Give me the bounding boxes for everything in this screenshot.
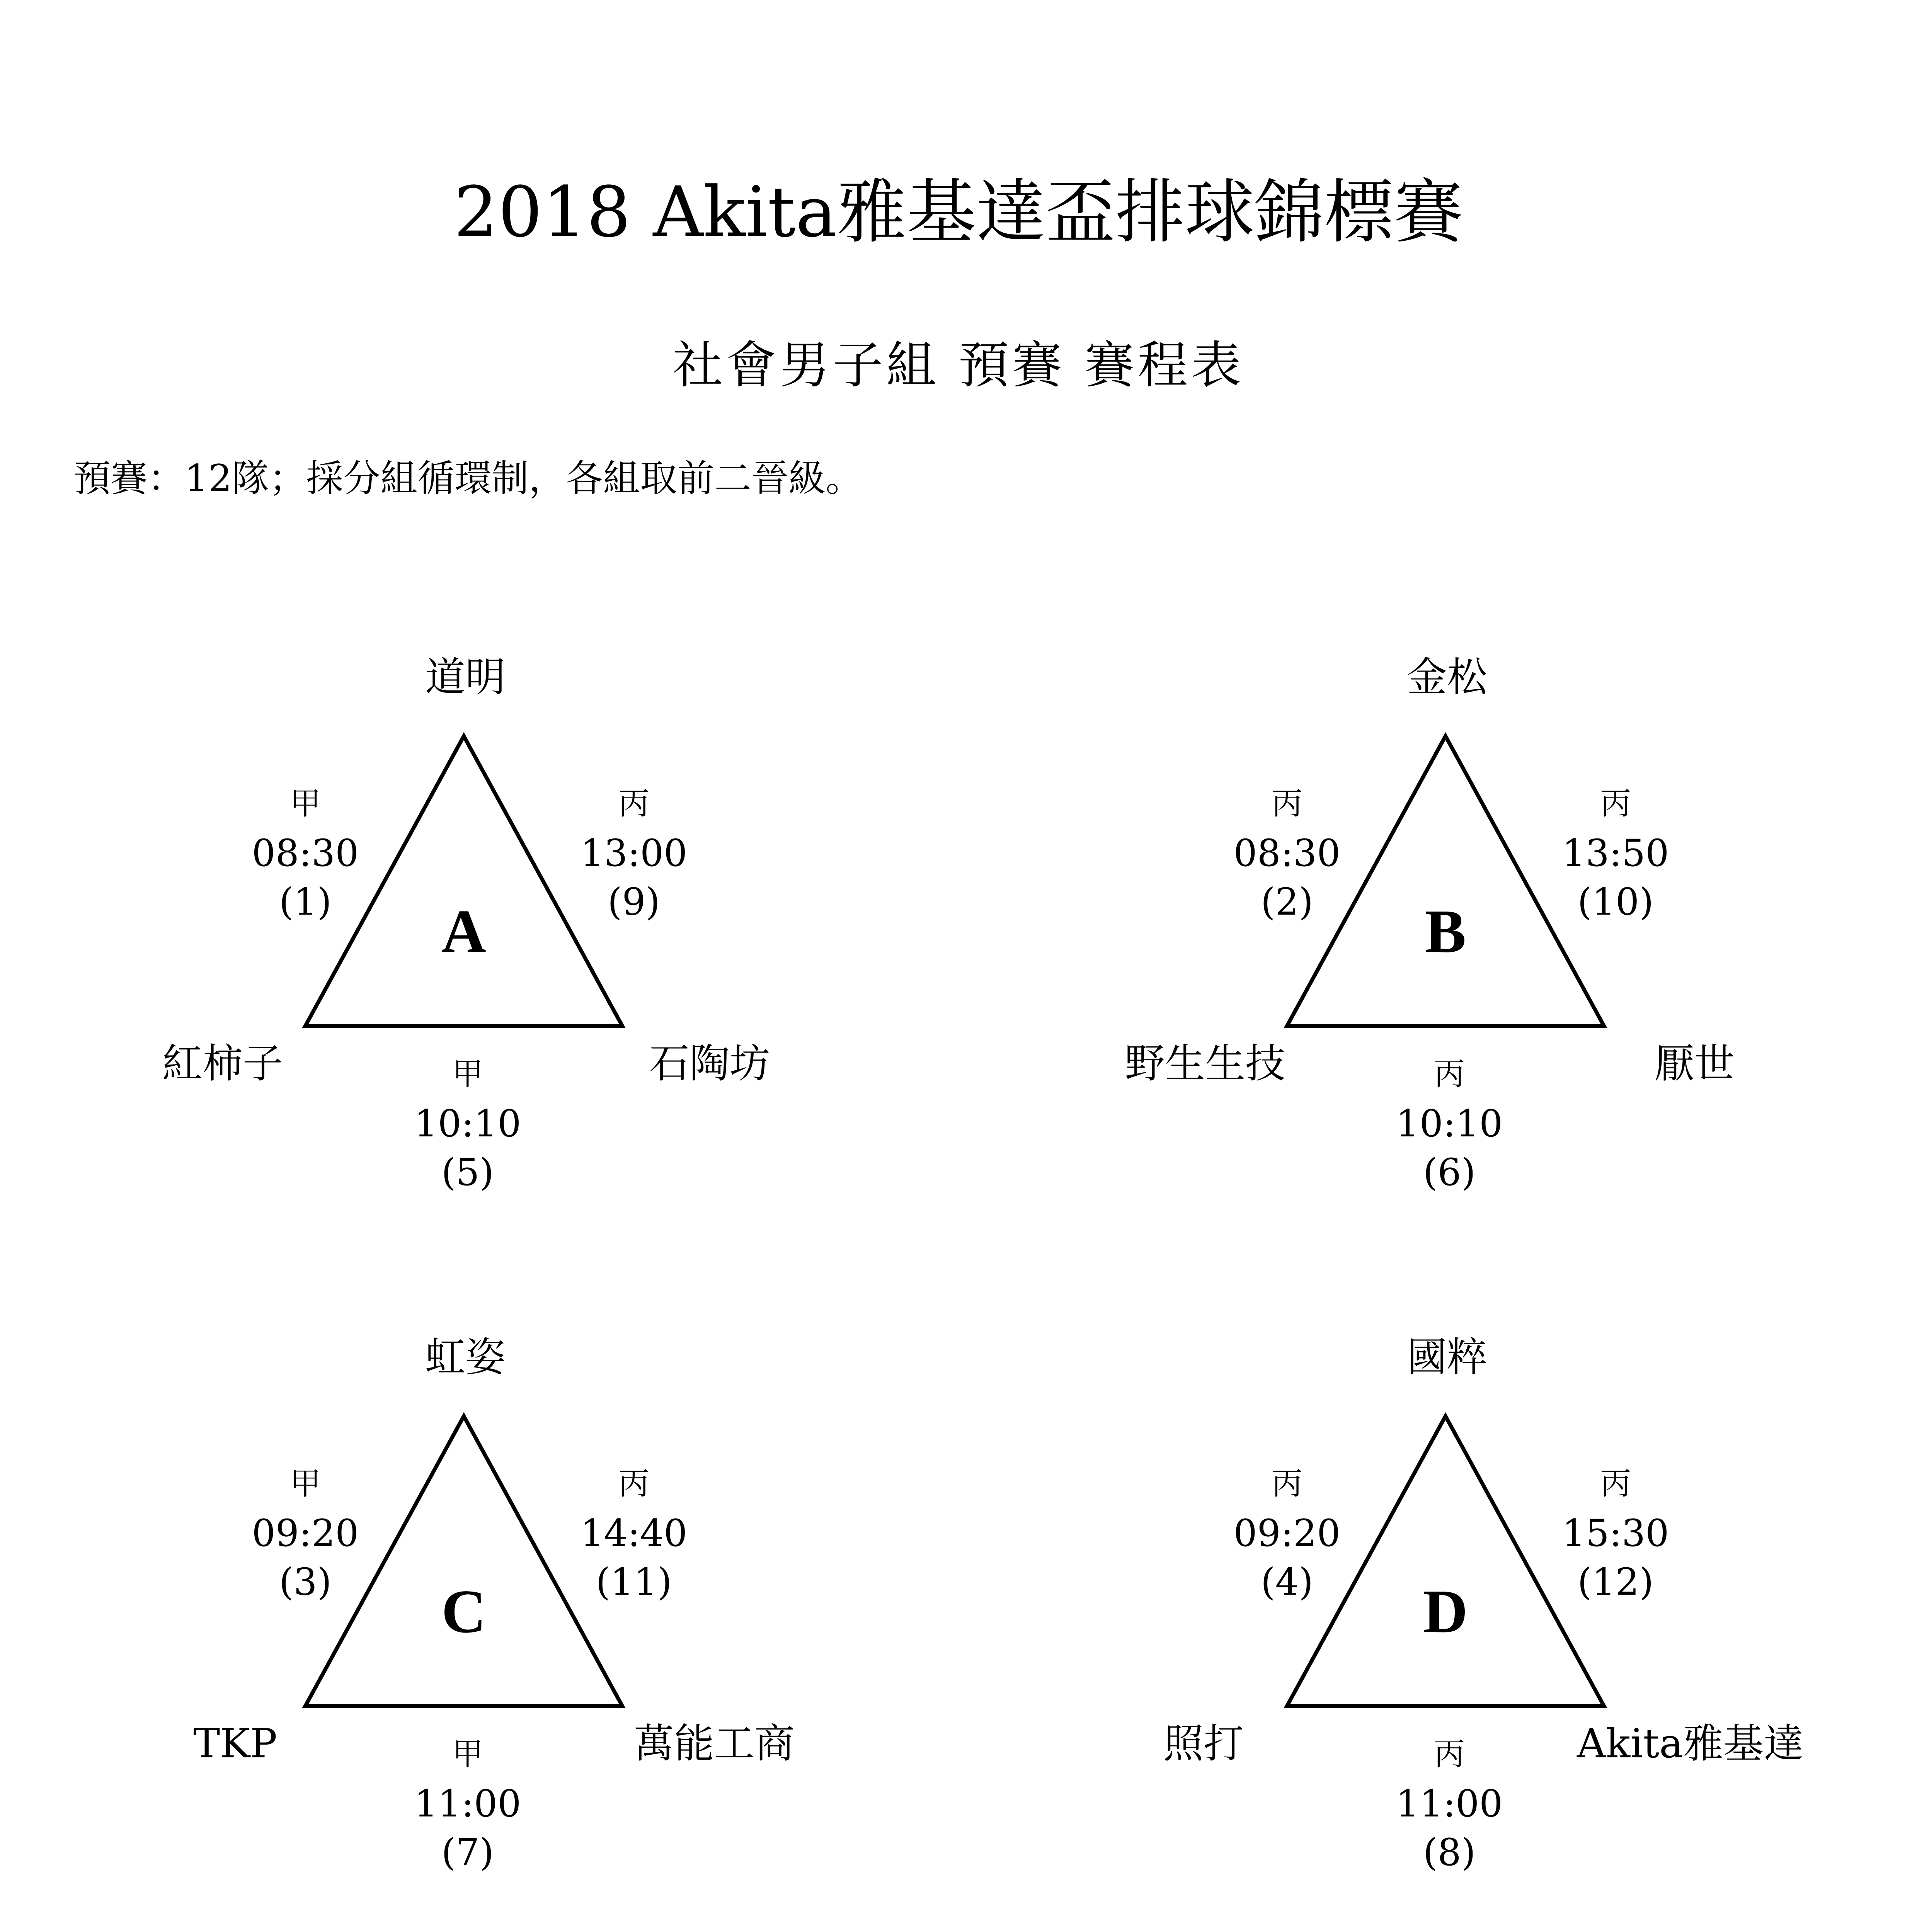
match-court: 丙 [1272, 1466, 1302, 1502]
match-court: 丙 [618, 1466, 649, 1502]
page-title: 2018 Akita雅基達盃排球錦標賽 [454, 172, 1463, 253]
match-court: 丙 [618, 786, 649, 821]
match-left [1233, 786, 1341, 923]
match-right [580, 1466, 688, 1604]
match-bottom [1396, 1736, 1503, 1874]
match-court: 甲 [290, 1466, 321, 1502]
match-time: 09:20 [252, 1512, 359, 1555]
match-number: (12) [1577, 1560, 1654, 1604]
match-court: 丙 [1434, 1736, 1465, 1772]
page-subtitle: 社會男子組 預賽 賽程表 [672, 336, 1245, 395]
group-d [1090, 1333, 1917, 1917]
team-left: TKP [193, 1720, 278, 1767]
match-time: 13:50 [1562, 832, 1669, 875]
group-d-triangle [1090, 1333, 1917, 1917]
match-court: 丙 [1600, 786, 1631, 821]
team-right: Akita雅基達 [1577, 1720, 1804, 1767]
group-a [108, 653, 1036, 1236]
match-number: (2) [1261, 880, 1313, 923]
match-number: (5) [441, 1151, 494, 1194]
team-right: 石陶坊 [649, 1040, 770, 1087]
match-number: (9) [608, 880, 660, 923]
group-letter: C [441, 1577, 486, 1646]
match-time: 15:30 [1562, 1512, 1669, 1555]
match-number: (7) [441, 1831, 494, 1874]
match-court: 甲 [452, 1056, 483, 1092]
team-left: 照打 [1163, 1720, 1244, 1767]
team-right: 萬能工商 [634, 1720, 795, 1767]
group-letter: B [1425, 897, 1466, 966]
group-letter: A [441, 897, 486, 966]
team-left: 野生生技 [1125, 1040, 1286, 1087]
match-bottom [1396, 1056, 1503, 1194]
match-court: 丙 [1600, 1466, 1631, 1502]
match-number: (8) [1423, 1831, 1476, 1874]
team-top: 國粹 [1407, 1333, 1488, 1381]
group-c [108, 1333, 1036, 1917]
match-time: 10:10 [1396, 1102, 1503, 1145]
team-top: 道明 [425, 653, 506, 701]
group-c-triangle [108, 1333, 1036, 1917]
match-court: 甲 [452, 1736, 483, 1772]
match-bottom [414, 1736, 521, 1874]
match-right [580, 786, 688, 923]
match-bottom [414, 1056, 521, 1194]
match-time: 13:00 [580, 832, 688, 875]
match-number: (3) [279, 1560, 332, 1604]
match-time: 10:10 [414, 1102, 521, 1145]
match-number: (4) [1261, 1560, 1313, 1604]
group-a-triangle [108, 653, 1036, 1236]
match-time: 14:40 [580, 1512, 688, 1555]
match-court: 丙 [1434, 1056, 1465, 1092]
group-letter: D [1423, 1577, 1468, 1646]
format-rules: 預賽：12隊；採分組循環制，各組取前二晉級。 [73, 457, 863, 500]
match-left [252, 786, 359, 923]
team-top: 金松 [1407, 653, 1488, 701]
match-number: (1) [279, 880, 332, 923]
group-b [1090, 653, 1917, 1236]
match-time: 11:00 [414, 1782, 521, 1825]
match-left [252, 1466, 359, 1604]
group-b-triangle [1090, 653, 1917, 1236]
match-number: (6) [1423, 1151, 1476, 1194]
match-right [1562, 1466, 1669, 1604]
match-court: 丙 [1272, 786, 1302, 821]
match-right [1562, 786, 1669, 923]
match-time: 08:30 [1233, 832, 1341, 875]
match-court: 甲 [290, 786, 321, 821]
match-number: (10) [1577, 880, 1654, 923]
team-left: 紅柿子 [162, 1040, 283, 1087]
team-top: 虹姿 [425, 1333, 506, 1381]
match-left [1233, 1466, 1341, 1604]
match-time: 11:00 [1396, 1782, 1503, 1825]
team-right: 厭世 [1654, 1040, 1735, 1087]
match-number: (11) [596, 1560, 672, 1604]
match-time: 09:20 [1233, 1512, 1341, 1555]
match-time: 08:30 [252, 832, 359, 875]
